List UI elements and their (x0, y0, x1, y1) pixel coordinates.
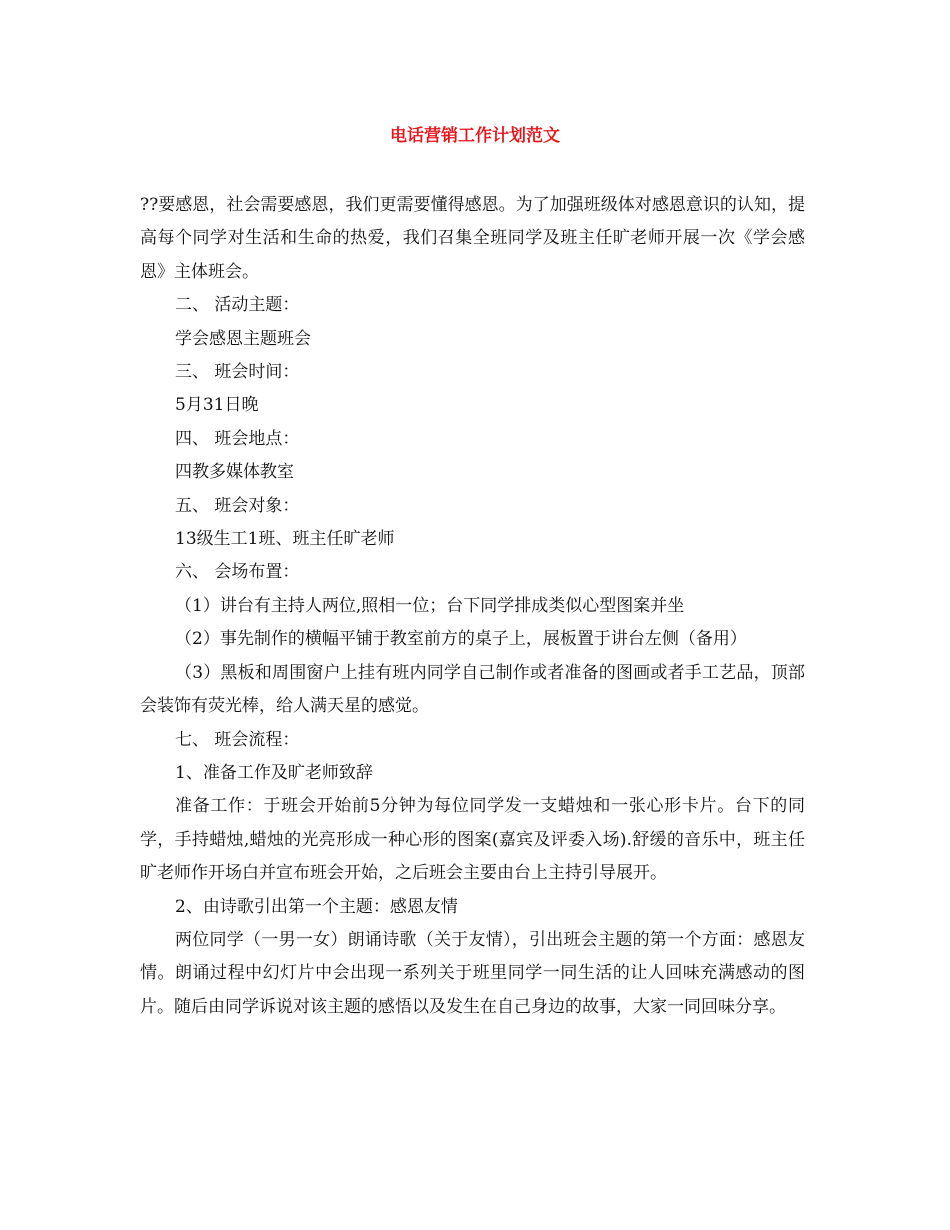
paragraph: （2）事先制作的横幅平铺于教室前方的桌子上，展板置于讲台左侧（备用） (175, 629, 747, 650)
paragraph: （1）讲台有主持人两位,照相一位；台下同学排成类似心型图案并坐 (175, 595, 685, 616)
paragraph: 两位同学（一男一女）朗诵诗歌（关于友情），引出班会主题的第一个方面：感恩友情。朗诵过程中幻灯片中会出现一系列关于班里同学一同生活的让人回味充满感动的图片。随后由同学诉说对该主题的感悟以及发生在自己身边的故事，大家一同回味分享。 (140, 929, 805, 1017)
paragraph: 三、 班会时间： (175, 362, 300, 383)
paragraph: 13级生工1班、班主任旷老师 (175, 529, 395, 550)
paragraph: 1、准备工作及旷老师致辞 (175, 762, 373, 783)
paragraph: 准备工作：于班会开始前5分钟为每位同学发一支蜡烛和一张心形卡片。台下的同学，手持蜡烛,蜡烛的光亮形成一种心形的图案(嘉宾及评委入场).舒缓的音乐中，班主任旷老师作开场白并宣布班会开始，之后班会主要由台上主持引导展开。 (140, 796, 805, 884)
paragraph: 五、 班会对象： (175, 495, 300, 516)
paragraph: （3）黑板和周围窗户上挂有班内同学自己制作或者准备的图画或者手工艺品，顶部会装饰有荧光棒，给人满天星的感觉。 (140, 662, 805, 717)
paragraph: 5月31日晚 (175, 395, 259, 416)
paragraph: 2、由诗歌引出第一个主题：感恩友情 (175, 896, 458, 917)
paragraph: 四教多媒体教室 (175, 462, 294, 483)
paragraph: 六、 会场布置： (175, 562, 300, 583)
paragraph: ??要感恩，社会需要感恩，我们更需要懂得感恩。为了加强班级体对感恩意识的认知，提高每个同学对生活和生命的热爱，我们召集全班同学及班主任旷老师开展一次《学会感恩》主体班会。 (140, 195, 805, 282)
paragraph: 学会感恩主题班会 (175, 328, 311, 349)
paragraph: 二、 活动主题： (175, 295, 300, 316)
paragraph: 七、 班会流程： (175, 729, 300, 750)
document-title: 电话营销工作计划范文 (390, 126, 560, 146)
paragraph: 四、 班会地点： (175, 428, 300, 449)
document-body (140, 189, 805, 1024)
